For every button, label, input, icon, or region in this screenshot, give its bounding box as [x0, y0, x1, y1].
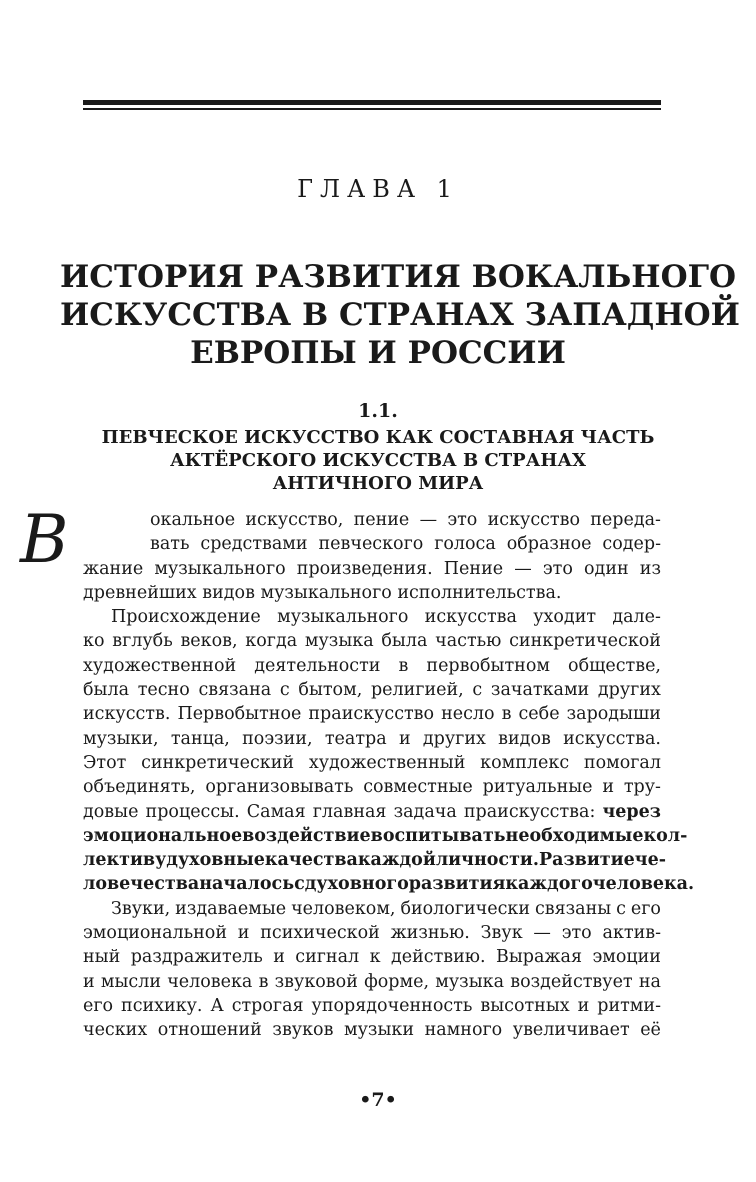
text-line [83, 629, 661, 653]
word: зародыши [566, 704, 661, 725]
section-title [80, 426, 676, 495]
word: искусств. [83, 704, 171, 725]
word: голоса [434, 534, 496, 555]
word: была [381, 631, 428, 652]
word: искусства. [563, 728, 661, 749]
word: необходимые [505, 825, 644, 846]
word: издаваемые [175, 898, 287, 919]
section-title-line: АНТИЧНОГО МИРА [272, 473, 484, 494]
text-line [83, 605, 661, 629]
word: воспитывать [370, 825, 506, 846]
word: её [640, 1020, 661, 1041]
word: человека. [592, 874, 695, 895]
word: лективу [83, 850, 167, 871]
word: психической [260, 923, 380, 944]
word: действию. [390, 947, 486, 968]
word: с [279, 680, 290, 701]
text-line [83, 654, 661, 678]
word: в [398, 655, 409, 676]
word: жизнью. [390, 923, 470, 944]
word: раздражитель [130, 947, 263, 968]
text-line [83, 702, 661, 726]
word: личности. [435, 850, 539, 871]
word: объединять, [83, 777, 196, 798]
word: ритуальные [482, 777, 593, 798]
top-rule-thick [83, 100, 661, 105]
word: жание [83, 558, 144, 579]
text-line [83, 775, 661, 799]
word: обществе, [568, 655, 661, 676]
text-line [83, 508, 661, 532]
word: Происхождение [111, 607, 261, 628]
page-number: •7• [359, 1089, 397, 1111]
text-segment-bold: через [602, 801, 661, 822]
word: увеличивает [512, 1020, 630, 1041]
word: эмоции [592, 947, 661, 968]
word: деятельности [254, 655, 381, 676]
word: и [602, 777, 615, 798]
word: звуков [272, 1020, 334, 1041]
text-line [83, 727, 661, 751]
text-line [83, 921, 661, 945]
word: развития [408, 874, 506, 895]
text-line [83, 557, 661, 581]
body-text [83, 508, 695, 1043]
word: и [237, 923, 250, 944]
word: ловечества [83, 874, 200, 895]
word: каждой [357, 850, 436, 871]
text-line [83, 994, 661, 1018]
word: качества [264, 850, 358, 871]
word: к [369, 947, 381, 968]
word: его [83, 995, 114, 1016]
word: и [577, 995, 590, 1016]
word: поэзии, [242, 728, 313, 749]
word: форме, [364, 971, 430, 992]
word: видов [498, 728, 551, 749]
word: Звуки, [111, 898, 171, 919]
word: один [584, 558, 629, 579]
text-line-bold [83, 848, 666, 872]
word: тру- [623, 777, 661, 798]
word: первобытном [426, 655, 550, 676]
section-number: 1.1. [358, 400, 398, 422]
top-rule-thin [83, 108, 661, 110]
drop-cap: В [20, 501, 69, 578]
word: на [638, 971, 661, 992]
word: частью [435, 631, 502, 652]
word: главная [312, 801, 387, 822]
text-line: древнейших видов музыкального исполнительства. [83, 582, 562, 603]
section-title-line: АКТЁРСКОГО ИСКУССТВА В СТРАНАХ [170, 450, 586, 471]
word: ритми- [597, 995, 661, 1016]
word: веков, [180, 631, 238, 652]
word: средствами [200, 534, 308, 555]
word: уходит [533, 607, 597, 628]
text-line-mixed [83, 800, 661, 824]
word: музыка [435, 971, 505, 992]
word: с [616, 898, 626, 919]
word: Самая [246, 801, 306, 822]
word: звуковой [274, 971, 358, 992]
word: эмоциональное [83, 825, 243, 846]
word: несло [441, 704, 495, 725]
word: задача [393, 801, 457, 822]
word: Звук [480, 923, 523, 944]
word: художественный [308, 752, 466, 773]
word: эмоциональной [83, 923, 228, 944]
word: психику. [121, 995, 203, 1016]
chapter-title-line: ИСКУССТВА В СТРАНАХ ЗАПАДНОЙ [60, 297, 740, 333]
word: человеком, [291, 898, 396, 919]
word: связана [198, 680, 272, 701]
word: тесно [137, 680, 190, 701]
word: и [273, 947, 285, 968]
word: музыка [304, 631, 374, 652]
word: намного [424, 1020, 503, 1041]
word: художественной [83, 655, 237, 676]
word: А [210, 995, 224, 1016]
word: синкретической [509, 631, 661, 652]
text-line-bold [83, 824, 688, 848]
word: упорядоченность [311, 995, 473, 1016]
word: с [294, 874, 305, 895]
word: содер- [602, 534, 661, 555]
word: — [533, 923, 551, 944]
word: строгая [231, 995, 304, 1016]
word: Выражая [496, 947, 582, 968]
text-line [83, 532, 661, 556]
chapter-label: ГЛАВА 1 [297, 175, 459, 203]
word: музыкального [277, 607, 409, 628]
word: это [447, 510, 478, 530]
word: духовные [166, 850, 265, 871]
word: — [514, 558, 532, 579]
word: организовывать [205, 777, 354, 798]
word: других [422, 728, 486, 749]
text-line [83, 1018, 661, 1042]
word: других [597, 680, 661, 701]
word: и [83, 971, 95, 992]
word: это [561, 923, 592, 944]
word: искусство [487, 510, 580, 530]
word: высотных [480, 995, 570, 1016]
word: певческого [318, 534, 424, 555]
word: из [639, 558, 661, 579]
word: мысли [100, 971, 161, 992]
word: че- [634, 850, 666, 871]
word: когда [245, 631, 298, 652]
word: бытом, [298, 680, 363, 701]
word: кол- [643, 825, 688, 846]
text-line [83, 970, 661, 994]
word: Первобытное [177, 704, 302, 725]
word: воздействие [242, 825, 371, 846]
word: комплекс [480, 752, 570, 773]
word: духовного [304, 874, 409, 895]
word: танца, [170, 728, 230, 749]
word: связаны [534, 898, 612, 919]
word: отношений [157, 1020, 262, 1041]
word: помогал [583, 752, 661, 773]
word: Пение [443, 558, 504, 579]
word: пение [353, 510, 410, 530]
word: искусство, [245, 510, 344, 530]
word: музыкального [154, 558, 286, 579]
text-line [83, 678, 661, 702]
word: — [419, 510, 438, 530]
word: театра [324, 728, 387, 749]
word: актив- [602, 923, 661, 944]
word: совместные [363, 777, 473, 798]
section-title-line: ПЕВЧЕСКОЕ ИСКУССТВО КАК СОСТАВНАЯ ЧАСТЬ [101, 427, 655, 448]
word: воздействует [510, 971, 633, 992]
word: вглубь [112, 631, 173, 652]
chapter-title-line: ЕВРОПЫ И РОССИИ [190, 335, 566, 371]
word: зачатками [490, 680, 590, 701]
text-line [83, 897, 661, 921]
word: ко [83, 631, 105, 652]
word: музыки, [83, 728, 159, 749]
word: окальное [150, 510, 236, 530]
word: его [630, 898, 661, 919]
word: это [542, 558, 573, 579]
word: в [501, 704, 512, 725]
word: Развитие [539, 850, 635, 871]
word: Этот [83, 752, 127, 773]
word: праискусство [308, 704, 435, 725]
word: религией, [370, 680, 464, 701]
word: синкретический [141, 752, 295, 773]
word: каждого [505, 874, 593, 895]
word: и [398, 728, 411, 749]
text-line-bold [83, 872, 695, 896]
word: ческих [83, 1020, 148, 1041]
word: вать [150, 534, 190, 555]
word: искусства [424, 607, 517, 628]
word: человека [167, 971, 253, 992]
word: была [83, 680, 130, 701]
word: праискусства: [463, 801, 596, 822]
word: процессы. [145, 801, 240, 822]
text-line [83, 751, 661, 775]
text-line [83, 945, 661, 969]
word: образное [506, 534, 592, 555]
chapter-title [60, 258, 740, 372]
word: с [472, 680, 483, 701]
word: дале- [612, 607, 661, 628]
word: началось [199, 874, 295, 895]
word: сигнал [295, 947, 360, 968]
word: довые [83, 801, 139, 822]
chapter-title-line: ИСТОРИЯ РАЗВИТИЯ ВОКАЛЬНОГО [60, 259, 737, 295]
word: в [258, 971, 269, 992]
word: себе [518, 704, 560, 725]
word: ный [83, 947, 121, 968]
word: музыки [344, 1020, 414, 1041]
word: биологически [400, 898, 530, 919]
word: произведения. [296, 558, 433, 579]
word: переда- [590, 510, 661, 530]
